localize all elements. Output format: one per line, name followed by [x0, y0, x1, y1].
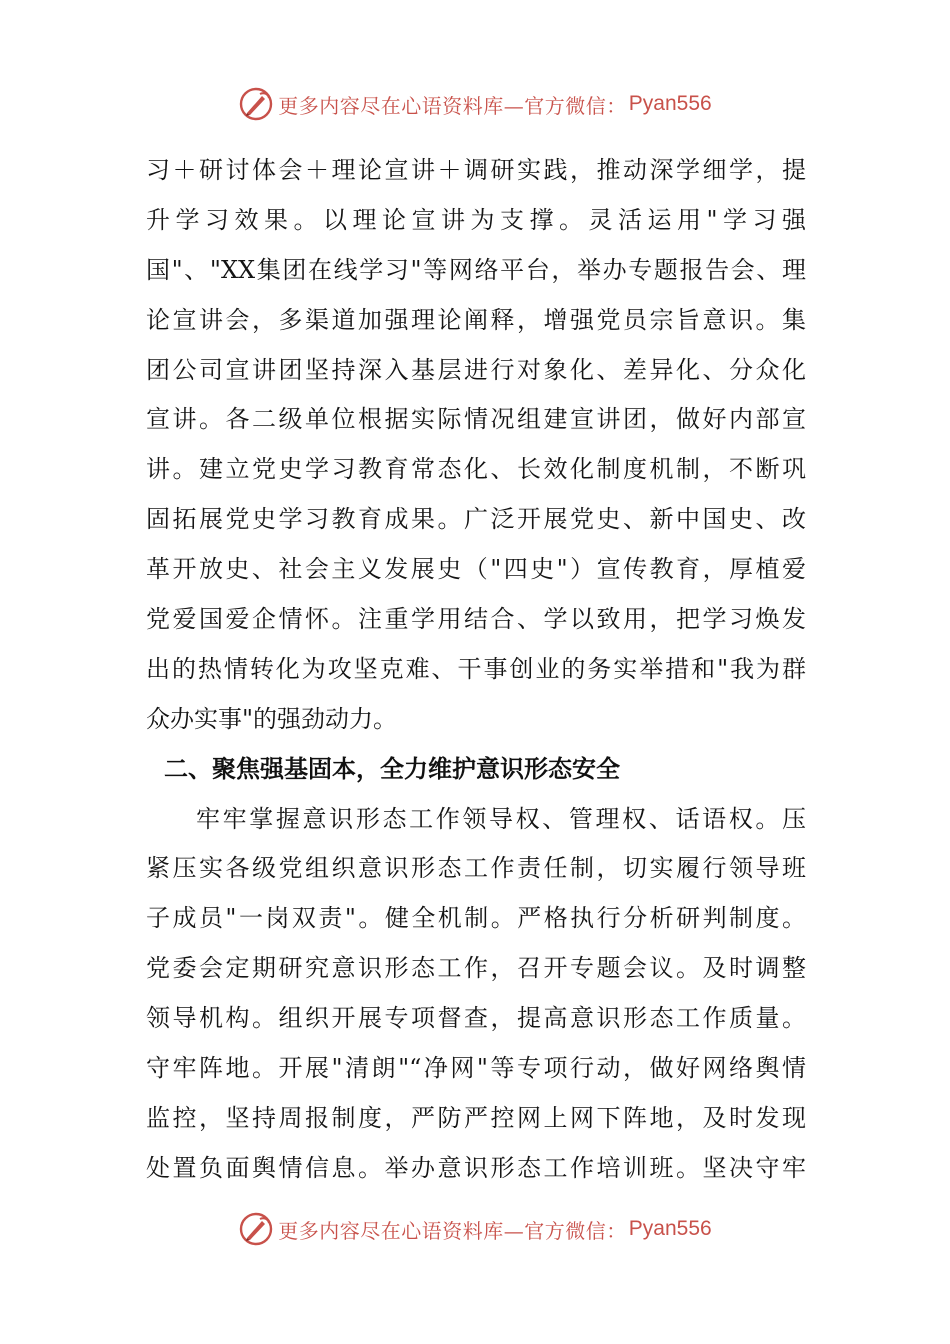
text-line: 革开放史、社会主义发展史（"四史"）宣传教育，厚植爱 — [146, 555, 806, 584]
text-line: 众办实事"的强劲动力。 — [146, 704, 398, 733]
watermark-text: 更多内容尽在心语资料库—官方微信： — [278, 93, 627, 118]
document-body — [146, 146, 806, 1194]
watermark-wechat-id: Pyan556 — [628, 92, 712, 115]
pen-logo-icon — [238, 1211, 274, 1247]
text-line: 国"、"XX集团在线学习"等网络平台，举办专题报告会、理 — [146, 255, 806, 284]
text-line: 习＋研讨体会＋理论宣讲＋调研实践，推动深学细学，提 — [146, 156, 806, 184]
text-line: 紧压实各级党组织意识形态工作责任制，切实履行领导班 — [146, 854, 806, 883]
text-line: 团公司宣讲团坚持深入基层进行对象化、差异化、分众化 — [146, 355, 806, 384]
text-line: 子成员"一岗双责"。健全机制。严格执行分析研判制度。 — [146, 904, 806, 933]
text-line: 处置负面舆情信息。举办意识形态工作培训班。坚决守牢 — [146, 1153, 806, 1182]
text-line: 宣讲。各二级单位根据实际情况组建宣讲团，做好内部宣 — [146, 405, 806, 434]
text-line: 固拓展党史学习教育成果。广泛开展党史、新中国史、改 — [146, 505, 806, 534]
text-line: 论宣讲会，多渠道加强理论阐释，增强党员宗旨意识。集 — [146, 305, 806, 334]
text-line: 监控，坚持周报制度，严防严控网上网下阵地，及时发现 — [146, 1103, 806, 1132]
paragraph-1 — [146, 146, 806, 745]
text-line: 领导机构。组织开展专项督查，提高意识形态工作质量。 — [146, 1004, 806, 1033]
footer-watermark — [0, 1209, 950, 1249]
watermark-text: 更多内容尽在心语资料库—官方微信： — [278, 1218, 627, 1243]
header-watermark — [0, 84, 950, 124]
text-line: 讲。建立党史学习教育常态化、长效化制度机制，不断巩 — [146, 455, 806, 484]
pen-logo-icon — [238, 86, 274, 122]
text-line: 出的热情转化为攻坚克难、干事创业的务实举措和"我为群 — [146, 654, 806, 683]
text-line: 升学习效果。以理论宣讲为支撑。灵活运用"学习强 — [146, 205, 806, 234]
section-heading: 二、聚焦强基固本，全力维护意识形态安全 — [164, 754, 620, 783]
text-line: 党爱国爱企情怀。注重学用结合、学以致用，把学习焕发 — [146, 605, 806, 634]
paragraph-2 — [146, 795, 806, 1194]
text-line: 牢牢掌握意识形态工作领导权、管理权、话语权。压 — [196, 804, 806, 833]
watermark-wechat-id: Pyan556 — [628, 1217, 712, 1240]
text-line: 党委会定期研究意识形态工作，召开专题会议。及时调整 — [146, 954, 806, 983]
text-line: 守牢阵地。开展"清朗"“净网"等专项行动，做好网络舆情 — [146, 1054, 806, 1083]
